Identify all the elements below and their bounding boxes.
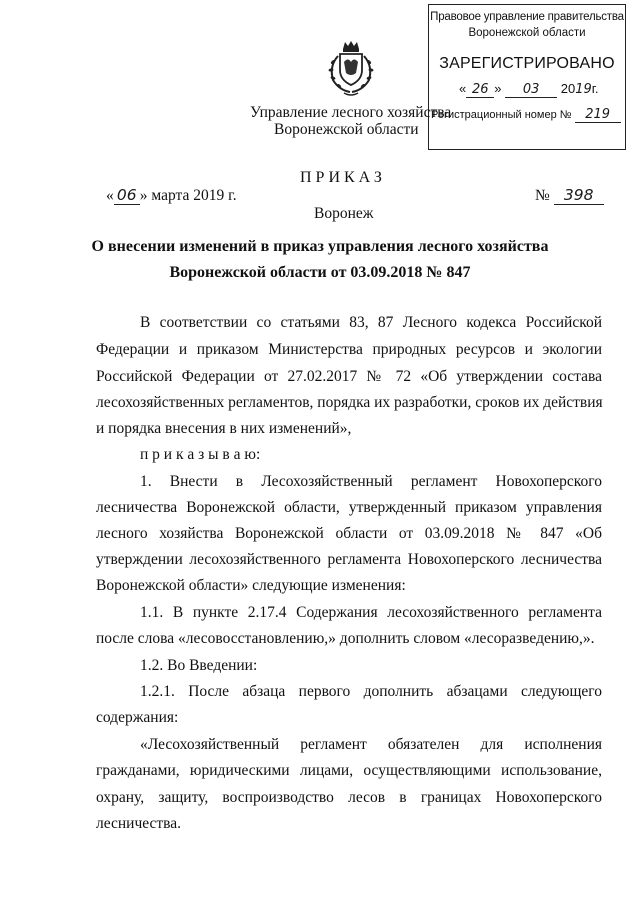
- stamp-status: ЗАРЕГИСТРИРОВАНО: [439, 55, 615, 72]
- org-name-line2: Воронежской области: [274, 121, 419, 138]
- order-title-line1: О внесении изменений в приказ управления лесного хозяйства: [91, 238, 549, 255]
- body-line: лесохозяйственных регламентов, порядка их разработки, сроков их действия: [96, 394, 603, 411]
- body-line: 1. Внести в Лесохозяйственный регламент Новохоперского: [140, 473, 602, 490]
- stamp-authority-line2: Воронежской области: [468, 27, 586, 39]
- body-line: гражданами, юридическими лицами, осуществляющими использование,: [96, 762, 602, 779]
- body-line: лесничества Воронежской области, утвержденный приказом управления: [96, 499, 602, 516]
- body-line: утверждении лесохозяйственного регламента Новохоперского лесничества: [96, 551, 602, 568]
- body-line: Российской Федерации от 27.02.2017 № 72 «Об утверждении состава: [96, 368, 602, 385]
- order-number: № 398: [535, 186, 604, 205]
- document-type: ПРИКАЗ: [300, 169, 386, 186]
- stamp-date-year: 19: [575, 82, 592, 97]
- body-line: содержания:: [96, 709, 179, 726]
- city-name: Воронеж: [314, 205, 374, 222]
- body-line: лесничества.: [96, 815, 182, 832]
- body-line: лесного хозяйства Воронежской области от 03.09.2018 № 847 «Об: [96, 525, 602, 542]
- stamp-date-month: 03: [505, 82, 557, 98]
- registration-stamp: [428, 4, 626, 150]
- stamp-date-day: 26: [466, 82, 494, 98]
- body-line: В соответствии со статьями 83, 87 Лесного кодекса Российской: [140, 314, 602, 331]
- body-line: 1.1. В пункте 2.17.4 Содержания лесохозяйственного регламента: [140, 604, 602, 621]
- body-line: и порядка внесения в них изменений»,: [96, 420, 352, 437]
- order-number-value: 398: [554, 186, 604, 205]
- body-line: «Лесохозяйственный регламент обязателен для исполнения: [140, 736, 602, 753]
- body-line: после слова «лесовосстановлению,» дополнить словом «лесоразведению,».: [96, 630, 595, 647]
- ordering-word: п р и к а з ы в а ю:: [140, 446, 261, 463]
- order-title-line2: Воронежской области от 03.09.2018 № 847: [169, 264, 471, 281]
- body-line: охрану, защиту, воспроизводство лесов в границах Новохоперского: [96, 789, 602, 806]
- stamp-reg-number-value: 219: [575, 107, 621, 123]
- body-line: 1.2. Во Введении:: [140, 657, 258, 674]
- stamp-authority-line1: Правовое управление правительства: [430, 11, 624, 23]
- org-name-line1: Управление лесного хозяйства: [250, 104, 452, 121]
- body-line: 1.2.1. После абзаца первого дополнить абзацами следующего: [140, 683, 602, 700]
- body-line: Воронежской области» следующие изменения:: [96, 577, 406, 594]
- stamp-date: « 26 » 03 2019г.: [459, 81, 599, 97]
- stamp-registration-number: Регистрационный номер № 219: [431, 107, 621, 123]
- order-date: « 06 » марта 2019 г.: [106, 186, 237, 204]
- body-line: Федерации и приказом Министерства природных ресурсов и экологии: [96, 341, 602, 358]
- coat-of-arms-emblem: [326, 40, 376, 98]
- order-date-day: 06: [114, 186, 140, 205]
